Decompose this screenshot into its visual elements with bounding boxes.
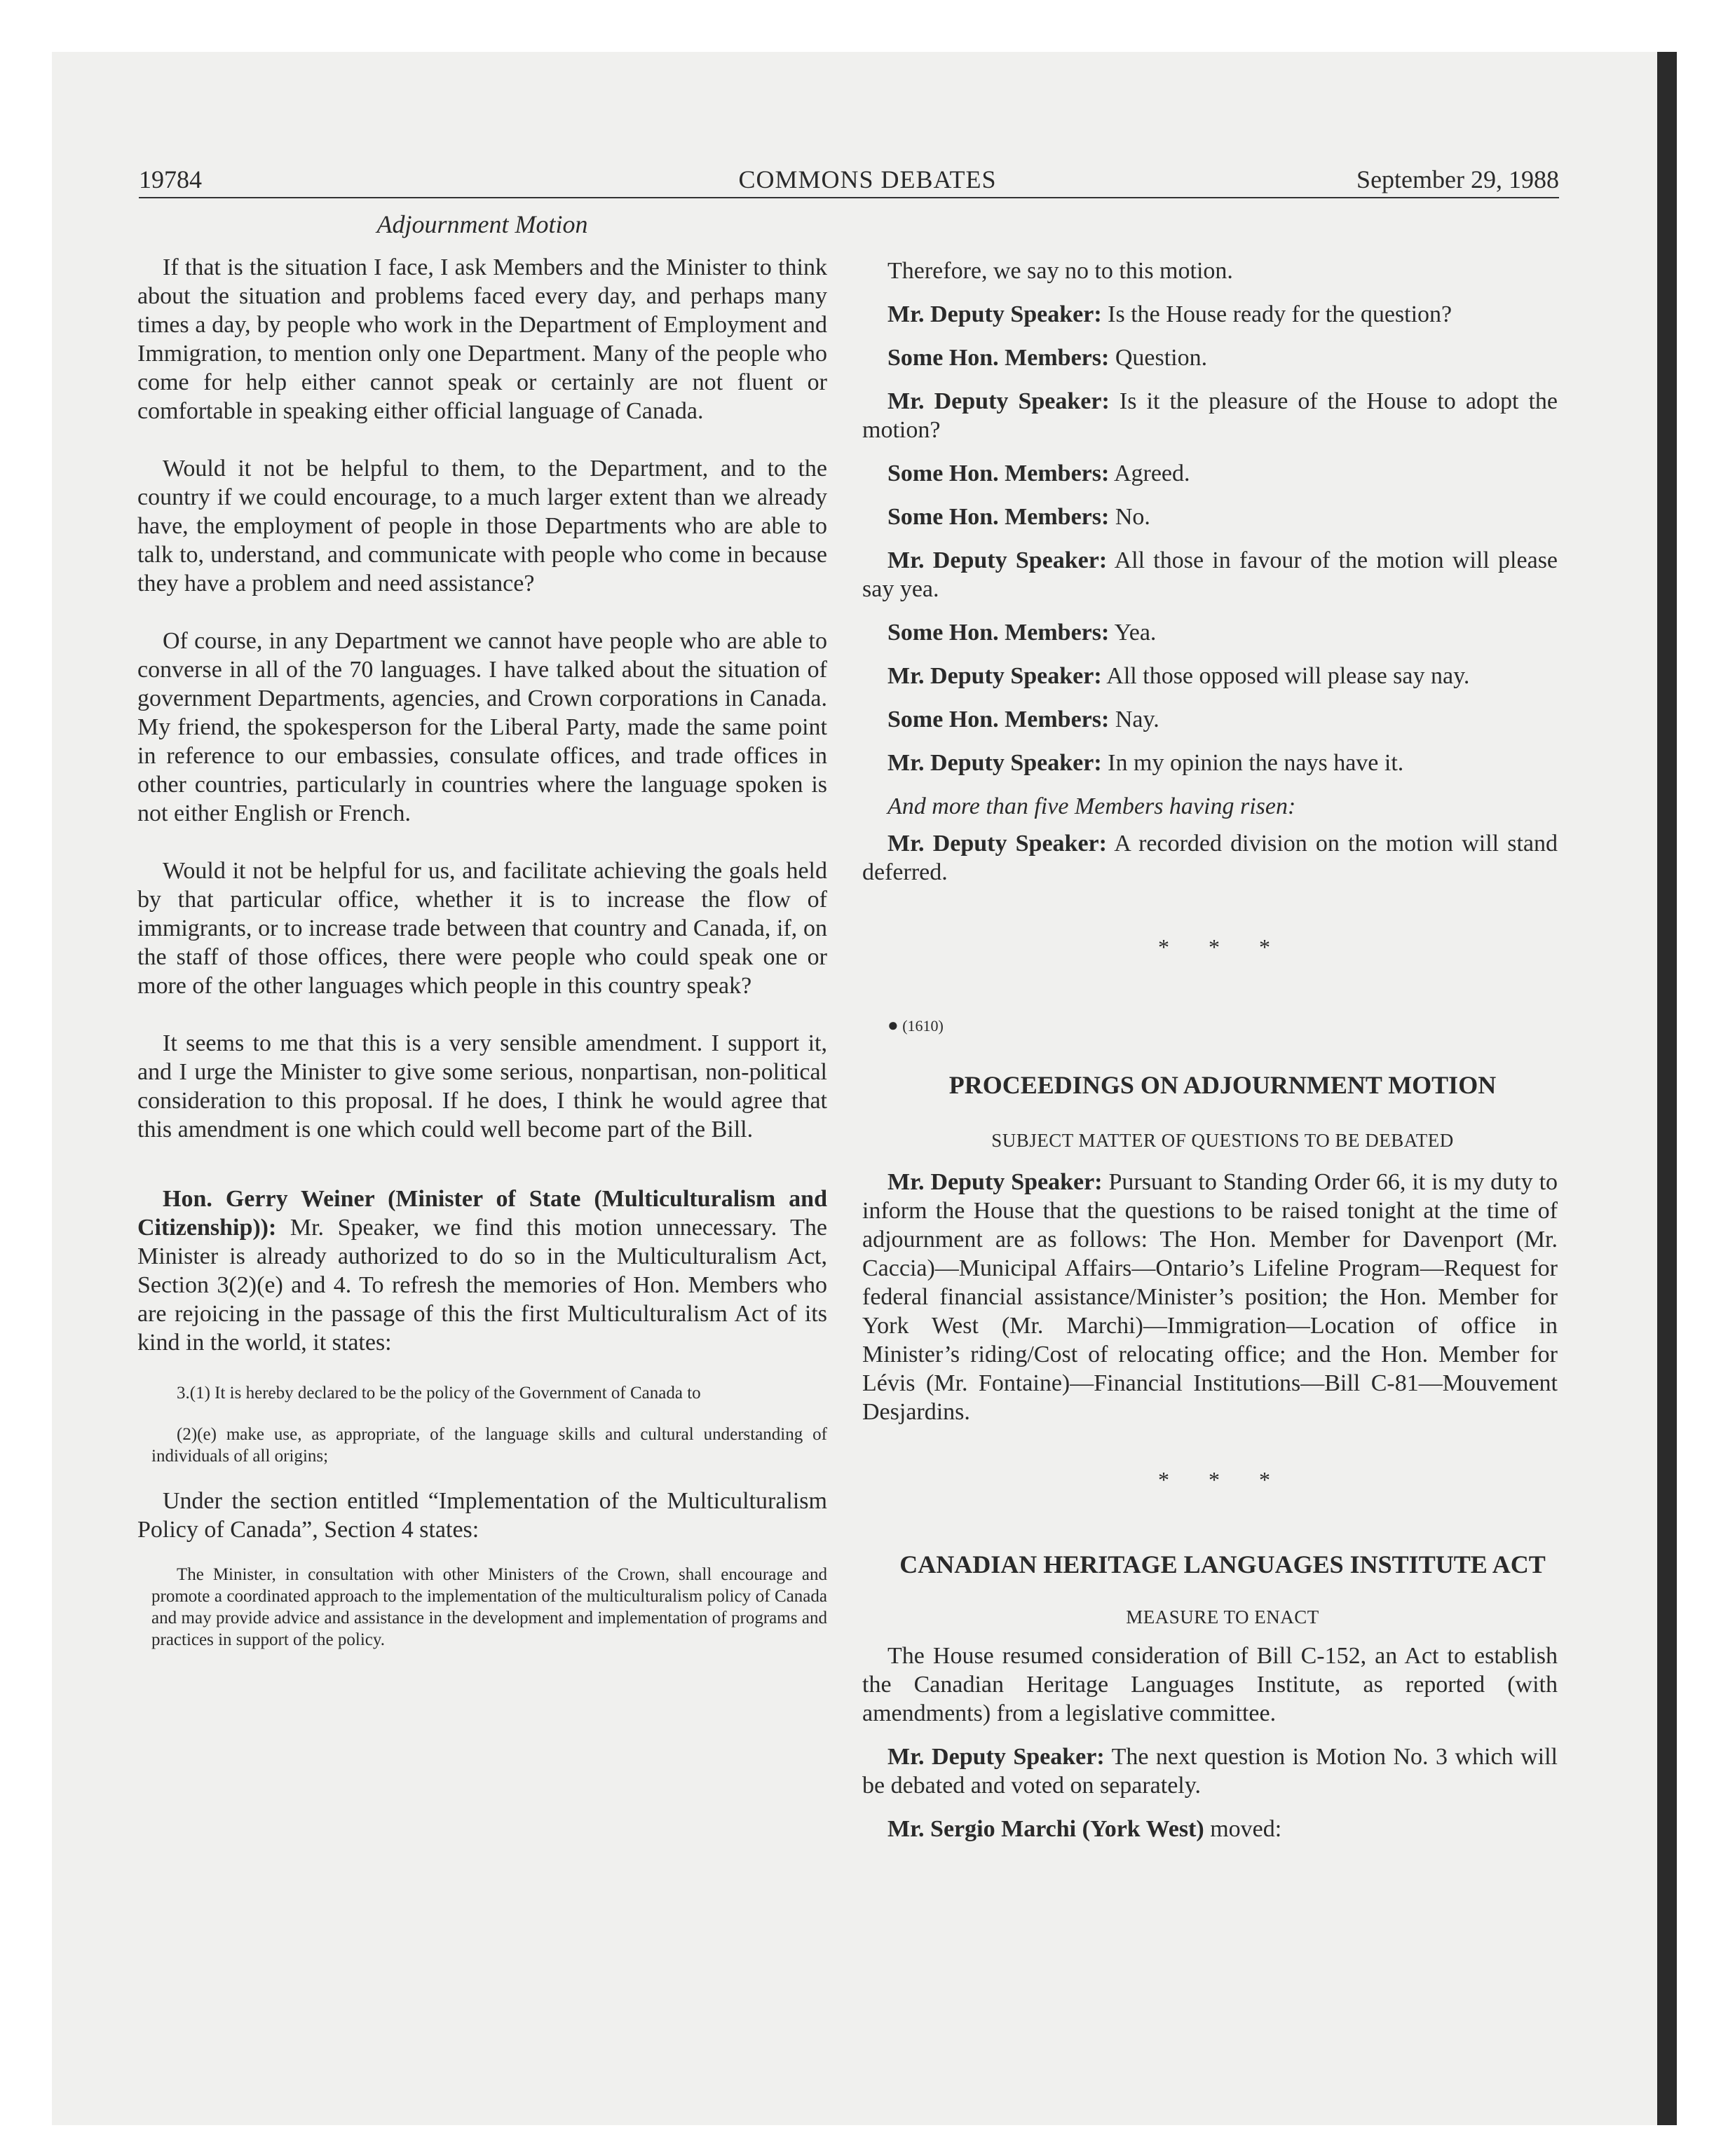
speaker-name: Mr. Deputy Speaker: <box>887 831 1107 857</box>
speech <box>862 749 1558 777</box>
speech <box>862 829 1558 887</box>
speech-text: Pursuant to Standing Order 66, it is my duty to inform the House that the questions to be raised tonight at the time of adjournment are as follows: The Hon. Member for Davenport (Mr. Caccia)—Municipal Affairs—Ontario’s Lifeline Program—Request for federal financial assistance/Minister’s position; the Hon. Member for York West (Mr. Marchi)—Immigration—Location of office in Minister’s riding/Cost of relocating office; and the Hon. Member for Lévis (Mr. Fontaine)—Financial Institutions—Bill C-81—Mouvement Desjardins. <box>862 1169 1558 1425</box>
speech <box>862 618 1558 647</box>
speech <box>862 546 1558 603</box>
speech <box>862 1742 1558 1800</box>
speech-text: All those opposed will please say nay. <box>1106 663 1470 689</box>
paragraph: The House resumed consideration of Bill C-152, an Act to establish the Canadian Heritage Languages Institute, as reported (with amendments) from a legislative committee. <box>862 1643 1558 1726</box>
page-number: 19784 <box>139 165 202 193</box>
section-title: PROCEEDINGS ON ADJOURNMENT MOTION <box>948 1071 1497 1099</box>
speech-text: Yea. <box>1114 620 1157 646</box>
speech-text: Mr. Speaker, we find this motion unnecessary. The Minister is already authorized to do so in the Multiculturalism Act, Section 3(2)(e) and 4. To refresh the memories of Hon. Members who are rejoicing in the passage of this the first Multiculturalism Act of its kind in the world, it states: <box>137 1215 828 1356</box>
speech-text: In my opinion the nays have it. <box>1108 750 1404 776</box>
speech <box>862 1815 1558 1843</box>
bullet-icon: ● <box>887 1015 899 1035</box>
speaker-name: Some Hon. Members: <box>887 345 1110 371</box>
speaker-name: Some Hon. Members: <box>887 707 1110 732</box>
block-quote: 3.(1) It is hereby declared to be the policy of the Government of Canada to <box>177 1384 701 1403</box>
speaker-name: Mr. Deputy Speaker: <box>887 1744 1105 1770</box>
right-column <box>862 257 1558 1858</box>
speaker-name: Mr. Deputy Speaker: <box>887 750 1102 776</box>
section-separator: * * * <box>1158 1467 1287 1492</box>
speaker-name: Mr. Sergio Marchi (York West) <box>887 1816 1204 1842</box>
time-marker-text: (1610) <box>902 1017 944 1035</box>
speech <box>862 459 1558 488</box>
speech-text: A recorded division on the motion will stand deferred. <box>862 831 1558 885</box>
speech <box>862 300 1558 329</box>
speech <box>862 387 1558 444</box>
speech-text: All those in favour of the motion will please say yea. <box>862 547 1558 602</box>
block-quote: (2)(e) make use, as appropriate, of the language skills and cultural understanding of individuals of all origins; <box>151 1425 827 1466</box>
speaker-name: Some Hon. Members: <box>887 504 1110 530</box>
speech-text: Nay. <box>1115 707 1159 732</box>
speech <box>862 662 1558 690</box>
speech <box>862 705 1558 734</box>
speech-text: Agreed. <box>1113 460 1190 486</box>
paragraph: It seems to me that this is a very sensible amendment. I support it, and I urge the Minister to give some serious, nonpartisan, non-political consideration to this proposal. If he does, I think he would agree that this amendment is one which could well become part of the Bill. <box>137 1030 827 1142</box>
speaker-name: Some Hon. Members: <box>887 460 1110 486</box>
stage-direction: And more than five Members having risen: <box>887 793 1296 819</box>
speech-text: Is the House ready for the question? <box>1108 301 1452 327</box>
section-separator: * * * <box>1158 934 1287 960</box>
section-heading: Adjournment Motion <box>376 210 588 238</box>
paragraph: Would it not be helpful to them, to the Department, and to the country if we could encourage, to a much larger extent than we already have, the employment of people in those Departments who are able to talk to, understand, and communicate with people who come in because they have a problem and need assistance? <box>137 456 827 596</box>
speaker-name: Mr. Deputy Speaker: <box>887 547 1108 573</box>
speech-text: Is it the pleasure of the House to adopt the motion? <box>862 388 1558 443</box>
speaker-name: Some Hon. Members: <box>887 620 1110 646</box>
speaker-name: Mr. Deputy Speaker: <box>887 388 1110 414</box>
paragraph: Would it not be helpful for us, and facilitate achieving the goals held by that particular office, whether it is to increase the flow of immigrants, or to increase trade between that country and Canada, if, on the staff of those offices, there were people who could speak one or more of the other languages which people in this country speak? <box>137 858 827 999</box>
speech-weiner <box>137 1185 827 1357</box>
speaker-name: Hon. Gerry Weiner (Minister of State (Multiculturalism and Citizenship)): <box>137 1186 827 1241</box>
speech-text: No. <box>1115 504 1150 530</box>
speaker-name: Mr. Deputy Speaker: <box>887 1169 1103 1195</box>
section-subtitle: MEASURE TO ENACT <box>1126 1606 1319 1628</box>
page-date: September 29, 1988 <box>1356 165 1559 193</box>
paragraph: Of course, in any Department we cannot have people who are able to converse in all of the 70 languages. I have talked about the situation of government Departments, agencies, and Crown corporations in Canada. My friend, the spokesperson for the Liberal Party, made the same point in reference to our embassies, consulate offices, and trade offices in other countries, particularly in countries where the language spoken is not either English or French. <box>137 628 827 826</box>
scan-edge <box>1657 52 1677 2125</box>
speech-text: The next question is Motion No. 3 which will be debated and voted on separately. <box>862 1744 1558 1799</box>
speech-text: Question. <box>1115 345 1208 371</box>
paragraph: If that is the situation I face, I ask Members and the Minister to think about the situation and problems faced every day, and perhaps many times a day, by people who work in the Department of Employment and Immigration, to mention only one Department. Many of the people who come for help either cannot speak or certainly are not fluent or comfortable in speaking either official language of Canada. <box>137 254 827 424</box>
publication-title: COMMONS DEBATES <box>738 165 997 193</box>
left-column <box>137 210 827 1670</box>
speech <box>862 343 1558 372</box>
header-rule <box>139 197 1559 198</box>
speaker-name: Mr. Deputy Speaker: <box>887 663 1102 689</box>
time-marker <box>862 1011 1558 1040</box>
speech-text: moved: <box>1210 1816 1282 1842</box>
section-title: CANADIAN HERITAGE LANGUAGES INSTITUTE ACT <box>899 1550 1546 1578</box>
speech <box>862 503 1558 531</box>
speech <box>862 1168 1558 1426</box>
speaker-name: Mr. Deputy Speaker: <box>887 301 1102 327</box>
section-subtitle: SUBJECT MATTER OF QUESTIONS TO BE DEBATED <box>991 1130 1454 1151</box>
block-quote: The Minister, in consultation with other Ministers of the Crown, shall encourage and promote a coordinated approach to the implementation of the multiculturalism policy of Canada and may provide advice and assistance in the development and implementation of programs and practices in support of the policy. <box>151 1565 827 1649</box>
paragraph: Under the section entitled “Implementation of the Multiculturalism Policy of Canada”, Section 4 states: <box>137 1488 827 1543</box>
paragraph: Therefore, we say no to this motion. <box>887 258 1233 284</box>
